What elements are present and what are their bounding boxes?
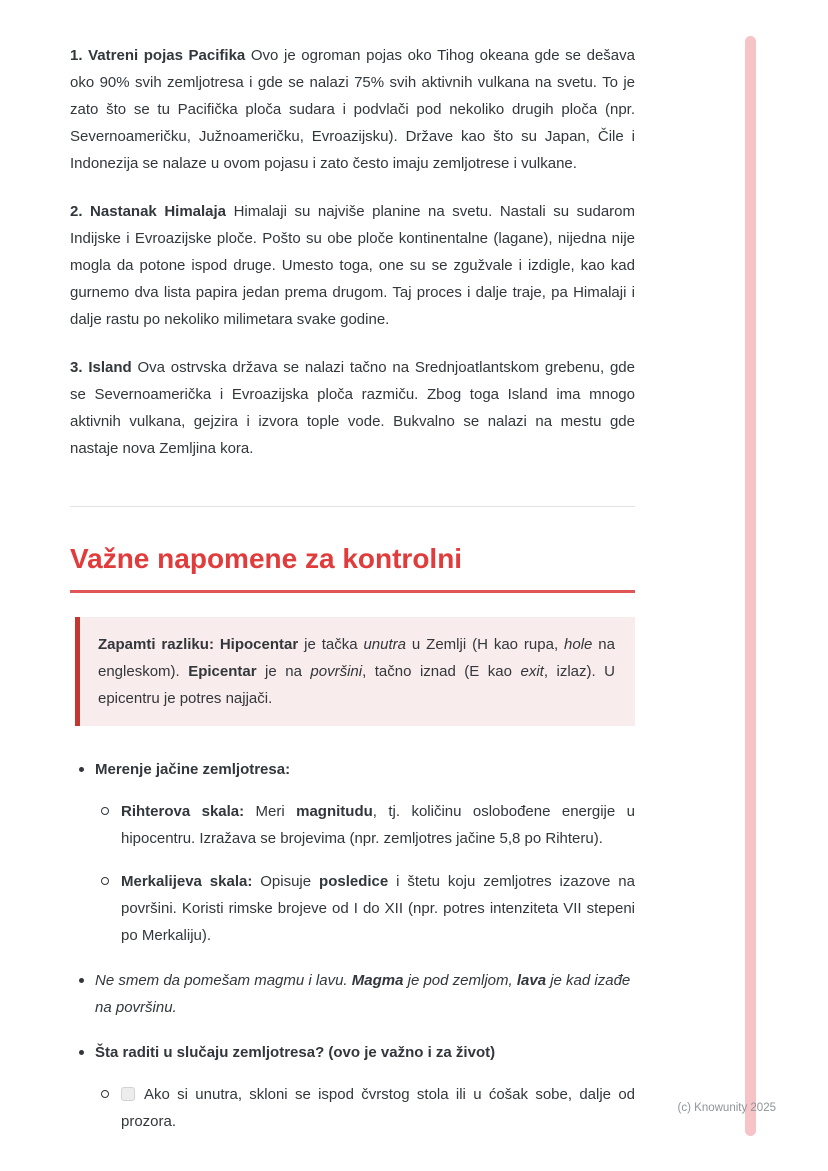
list-item-magma-lava-text: Ne smem da pomešam magmu i lavu. Magma je pod zemljom, lava je kad izađe na površinu. (95, 972, 631, 1016)
list-item-richter-text: Rihterova skala: Meri magnitudu, tj. količinu oslobođene energije u hipocentru. Izražava se brojevima (npr. zemljotres jačine 5,8 po Rihteru). (121, 803, 635, 847)
list-item-measuring (70, 756, 635, 949)
vertical-accent-bar (745, 36, 756, 1136)
document-content (70, 42, 635, 1135)
notes-list (70, 756, 635, 1135)
list-item-magma-lava (70, 967, 635, 1021)
callout-note (75, 617, 635, 726)
section-divider (70, 506, 635, 507)
what-to-do-sublist (95, 1081, 635, 1135)
paragraph-himalaya: 2. Nastanak Himalaja Himalaji su najviše planine na svetu. Nastali su sudarom Indijske i Evroazijske ploče. Pošto su obe ploče kontinentalne (lagane), nijedna nije mogla da potone ispod druge. Umesto toga, one su se zgužvale i izdigle, kao kad gurnemo dva lista papira jedan prema drugom. Taj proces i dalje traje, pa Himalaji i dalje rastu po nekoliko milimetara svake godine. (70, 203, 635, 328)
list-item-measuring-title: Merenje jačine zemljotresa: (95, 761, 291, 778)
todo-checkbox[interactable] (121, 1087, 135, 1101)
measuring-sublist (95, 798, 635, 949)
list-item-mercalli-text: Merkalijeva skala: Opisuje posledice i štetu koju zemljotres izazove na površini. Koristi rimske brojeve od I do XII (npr. potres intenziteta VII stepeni po Merkaliju). (121, 873, 635, 944)
list-item-richter (95, 798, 635, 852)
list-item-indoors-text (121, 1081, 635, 1135)
callout-text: Zapamti razliku: Hipocentar je tačka unutra u Zemlji (H kao rupa, hole na engleskom). Epicentar je na površini, tačno iznad (E kao exit, izlaz). U epicentru je potres najjači. (98, 636, 615, 707)
list-item-mercalli (95, 868, 635, 949)
section-title: Važne napomene za kontrolni (70, 543, 635, 593)
list-item-indoors (95, 1081, 635, 1135)
watermark: (c) Knowunity 2025 (677, 1102, 776, 1114)
indoors-text-runs: Ako si unutra, skloni se ispod čvrstog stola ili u ćošak sobe, dalje od prozora. (121, 1086, 635, 1130)
paragraph-pacific-ring: 1. Vatreni pojas Pacifika Ovo je ogroman pojas oko Tihog okeana gde se dešava oko 90% svih zemljotresa i gde se nalazi 75% svih aktivnih vulkana na svetu. To je zato što se tu Pacifička ploča sudara i podvlači pod nekoliko drugih ploča (npr. Severnoameričku, Južnoameričku, Evroazijsku). Države kao što su Japan, Čile i Indonezija se nalaze u ovom pojasu i zato često imaju zemljotrese i vulkane. (70, 47, 635, 172)
paragraph-island: 3. Island Ova ostrvska država se nalazi tačno na Srednjoatlantskom grebenu, gde se Severnoamerička i Evroazijska ploča razmiču. Zbog toga Island ima mnogo aktivnih vulkana, gejzira i izvora tople vode. Bukvalno se nalazi na mestu gde nastaje nova Zemljina kora. (70, 359, 635, 457)
list-item-what-to-do (70, 1039, 635, 1135)
list-item-what-to-do-title: Šta raditi u slučaju zemljotresa? (ovo je važno i za život) (95, 1044, 496, 1061)
